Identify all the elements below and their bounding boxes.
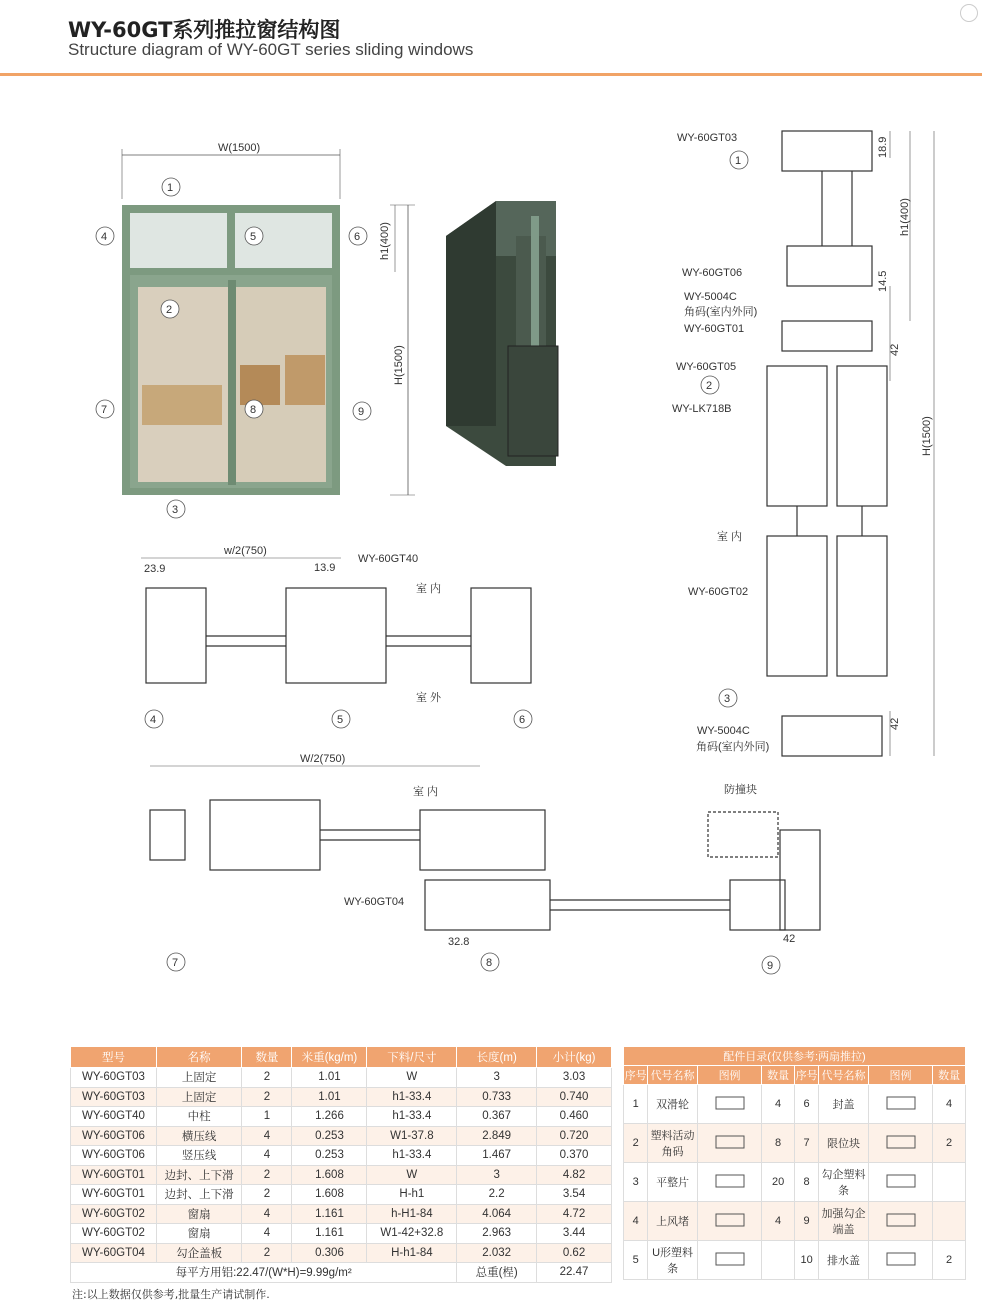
label-wy-lk718b: WY-LK718B xyxy=(672,403,732,415)
acc-qty-2 xyxy=(933,1202,966,1241)
materials-cell: 0.253 xyxy=(292,1146,367,1166)
col-name: 名称 xyxy=(156,1047,241,1068)
materials-cell: 2.963 xyxy=(457,1224,537,1244)
materials-cell: 窗扇 xyxy=(156,1224,241,1244)
label-wy-60gt01: WY-60GT01 xyxy=(684,323,745,335)
col-subtotal: 小计(kg) xyxy=(537,1047,612,1068)
materials-cell: 2.849 xyxy=(457,1126,537,1146)
materials-cell: h1-33.4 xyxy=(367,1107,457,1127)
acc-name-2: 封盖 xyxy=(819,1085,869,1124)
col-weight: 米重(kg/m) xyxy=(292,1047,367,1068)
materials-cell: 2.2 xyxy=(457,1185,537,1205)
materials-cell: 3.44 xyxy=(537,1224,612,1244)
label-wy-60gt02: WY-60GT02 xyxy=(688,586,749,598)
interlock-cap-icon xyxy=(881,1208,921,1232)
total-weight-value: 22.47 xyxy=(537,1263,612,1283)
section-bottom xyxy=(140,750,840,980)
acc-col-qty-2: 数量 xyxy=(933,1066,966,1085)
width-label: W(1500) xyxy=(218,142,261,154)
materials-cell: 2 xyxy=(242,1165,292,1185)
materials-row xyxy=(71,1126,612,1146)
dim-32-8: 32.8 xyxy=(448,936,470,948)
acc-figure xyxy=(697,1124,761,1163)
acc-col-name-2: 代号名称 xyxy=(819,1066,869,1085)
label-anti-collision: 防撞块 xyxy=(724,784,757,796)
materials-row xyxy=(71,1107,612,1127)
header-rule xyxy=(0,73,982,76)
acc-no-2: 10 xyxy=(794,1241,818,1280)
acc-name: U形塑料条 xyxy=(648,1241,698,1280)
materials-cell: 边封、上下滑 xyxy=(156,1185,241,1205)
acc-col-no-2: 序号 xyxy=(794,1066,818,1085)
materials-cell: 4 xyxy=(242,1146,292,1166)
acc-no-2: 8 xyxy=(794,1163,818,1202)
callout-v-3: 3 xyxy=(724,693,731,705)
accessory-row xyxy=(624,1163,966,1202)
materials-cell: 0.460 xyxy=(537,1107,612,1127)
materials-cell: 0.62 xyxy=(537,1243,612,1263)
materials-cell: 1.161 xyxy=(292,1224,367,1244)
materials-cell: 1.161 xyxy=(292,1204,367,1224)
materials-cell: 2.032 xyxy=(457,1243,537,1263)
materials-cell: 0.253 xyxy=(292,1126,367,1146)
acc-qty: 4 xyxy=(762,1202,795,1241)
dim-23-9: 23.9 xyxy=(144,563,166,575)
label-wy-5004c-bottom: WY-5004C xyxy=(697,725,750,737)
materials-cell: W xyxy=(367,1165,457,1185)
materials-row xyxy=(71,1146,612,1166)
materials-cell: 窗扇 xyxy=(156,1204,241,1224)
acc-no-2: 7 xyxy=(794,1124,818,1163)
materials-cell: 2 xyxy=(242,1185,292,1205)
acc-no: 5 xyxy=(624,1241,648,1280)
dim-14-5: 14.5 xyxy=(877,270,889,292)
label-wy-60gt40: WY-60GT40 xyxy=(358,553,419,565)
col-length: 长度(m) xyxy=(457,1047,537,1068)
accessory-row xyxy=(624,1202,966,1241)
materials-cell: 3 xyxy=(457,1165,537,1185)
acc-name-2: 限位块 xyxy=(819,1124,869,1163)
acc-no: 2 xyxy=(624,1124,648,1163)
materials-cell: 2 xyxy=(242,1243,292,1263)
accessory-row xyxy=(624,1085,966,1124)
materials-row xyxy=(71,1185,612,1205)
acc-col-no: 序号 xyxy=(624,1066,648,1085)
materials-cell: 边封、上下滑 xyxy=(156,1165,241,1185)
materials-cell: 4.82 xyxy=(537,1165,612,1185)
materials-cell: 3.54 xyxy=(537,1185,612,1205)
materials-cell: W1-37.8 xyxy=(367,1126,457,1146)
materials-cell: 0.306 xyxy=(292,1243,367,1263)
acc-qty xyxy=(762,1241,795,1280)
materials-cell: WY-60GT06 xyxy=(71,1126,157,1146)
acc-figure xyxy=(868,1202,932,1241)
callout-3: 3 xyxy=(172,504,179,516)
callout-8: 8 xyxy=(250,404,257,416)
materials-cell: 3.03 xyxy=(537,1068,612,1088)
callout-b-7: 7 xyxy=(172,957,179,969)
acc-no: 1 xyxy=(624,1085,648,1124)
acc-qty: 20 xyxy=(762,1163,795,1202)
acc-col-fig: 图例 xyxy=(697,1066,761,1085)
materials-row xyxy=(71,1068,612,1088)
acc-figure xyxy=(697,1241,761,1280)
label-indoor-bottom: 室 内 xyxy=(413,786,439,798)
callout-t-6: 6 xyxy=(519,714,526,726)
window-elevation xyxy=(90,135,430,525)
callout-7: 7 xyxy=(101,404,108,416)
label-wy-5004c-top: WY-5004C xyxy=(684,291,737,303)
stopper-icon xyxy=(881,1130,921,1154)
acc-qty-2 xyxy=(933,1163,966,1202)
acc-figure xyxy=(697,1085,761,1124)
per-sqm-usage: 每平方用铝:22.47/(W*H)=9.99g/m² xyxy=(71,1263,457,1283)
label-corner-code-bottom: 角码(室内外同) xyxy=(696,741,770,753)
materials-cell: 1.608 xyxy=(292,1165,367,1185)
materials-cell: 4.72 xyxy=(537,1204,612,1224)
materials-cell: 2 xyxy=(242,1068,292,1088)
label-corner-code-top: 角码(室内外同) xyxy=(684,306,758,318)
acc-qty-2: 2 xyxy=(933,1241,966,1280)
materials-footer-row xyxy=(71,1263,612,1283)
materials-cell: 1.01 xyxy=(292,1087,367,1107)
label-wy-60gt06: WY-60GT06 xyxy=(682,267,743,279)
materials-cell: 中柱 xyxy=(156,1107,241,1127)
callout-6: 6 xyxy=(354,231,361,243)
materials-cell: 1.608 xyxy=(292,1185,367,1205)
callout-4: 4 xyxy=(101,231,108,243)
acc-qty: 4 xyxy=(762,1085,795,1124)
width-label-top: w/2(750) xyxy=(224,545,267,557)
acc-name: 上风堵 xyxy=(648,1202,698,1241)
total-weight-label: 总重(桯) xyxy=(457,1263,537,1283)
h1-label: h1(400) xyxy=(379,222,391,260)
vertical-section xyxy=(672,126,942,766)
col-model: 型号 xyxy=(71,1047,157,1068)
acc-no-2: 6 xyxy=(794,1085,818,1124)
acc-no: 3 xyxy=(624,1163,648,1202)
materials-row xyxy=(71,1087,612,1107)
materials-cell: 上固定 xyxy=(156,1068,241,1088)
callout-1: 1 xyxy=(167,182,174,194)
accessories-table xyxy=(623,1046,966,1280)
dim-h1: h1(400) xyxy=(899,198,911,236)
acc-title: 配件目录(仅供参考:两扇推拉) xyxy=(624,1047,966,1066)
callout-v-2: 2 xyxy=(706,380,713,392)
materials-cell: h1-33.4 xyxy=(367,1087,457,1107)
materials-cell: 2 xyxy=(242,1087,292,1107)
section-top xyxy=(136,544,546,734)
dim-13-9: 13.9 xyxy=(314,562,336,574)
dim-h: H(1500) xyxy=(921,416,933,456)
acc-col-fig-2: 图例 xyxy=(868,1066,932,1085)
materials-row xyxy=(71,1224,612,1244)
materials-cell: 3 xyxy=(457,1068,537,1088)
dim-42-top: 42 xyxy=(889,343,901,356)
materials-cell: 1.266 xyxy=(292,1107,367,1127)
acc-no: 4 xyxy=(624,1202,648,1241)
materials-cell: W1-42+32.8 xyxy=(367,1224,457,1244)
profile-3d-render xyxy=(436,196,586,476)
shim-icon xyxy=(710,1169,750,1193)
height-label: H(1500) xyxy=(393,345,405,385)
col-cut: 下料/尺寸 xyxy=(367,1047,457,1068)
materials-cell: 勾企盖板 xyxy=(156,1243,241,1263)
callout-9: 9 xyxy=(358,406,365,418)
acc-name: 双滑轮 xyxy=(648,1085,698,1124)
callout-b-8: 8 xyxy=(486,957,493,969)
materials-cell: 0.370 xyxy=(537,1146,612,1166)
materials-cell: WY-60GT03 xyxy=(71,1068,157,1088)
acc-qty: 8 xyxy=(762,1124,795,1163)
acc-figure xyxy=(697,1163,761,1202)
materials-cell: 0.733 xyxy=(457,1087,537,1107)
wind-plug-icon xyxy=(710,1208,750,1232)
materials-cell: 上固定 xyxy=(156,1087,241,1107)
materials-cell: 4.064 xyxy=(457,1204,537,1224)
accessory-row xyxy=(624,1241,966,1280)
acc-qty-2: 4 xyxy=(933,1085,966,1124)
corner-mark-icon xyxy=(960,4,978,22)
materials-header-row xyxy=(71,1047,612,1068)
col-qty: 数量 xyxy=(242,1047,292,1068)
materials-cell: WY-60GT40 xyxy=(71,1107,157,1127)
callout-b-9: 9 xyxy=(767,960,774,972)
materials-cell: 横压线 xyxy=(156,1126,241,1146)
accessory-row xyxy=(624,1124,966,1163)
materials-cell: WY-60GT01 xyxy=(71,1185,157,1205)
callout-t-5: 5 xyxy=(337,714,344,726)
acc-name-2: 排水盖 xyxy=(819,1241,869,1280)
materials-cell: H-h1 xyxy=(367,1185,457,1205)
acc-qty-2: 2 xyxy=(933,1124,966,1163)
label-wy-60gt05: WY-60GT05 xyxy=(676,361,737,373)
materials-cell: 竖压线 xyxy=(156,1146,241,1166)
label-indoor-top: 室 内 xyxy=(416,583,442,595)
materials-cell: W xyxy=(367,1068,457,1088)
materials-cell: WY-60GT04 xyxy=(71,1243,157,1263)
materials-cell: 1.01 xyxy=(292,1068,367,1088)
materials-row xyxy=(71,1204,612,1224)
dim-42-b: 42 xyxy=(783,933,796,945)
label-indoor: 室 内 xyxy=(717,531,743,543)
drain-cap-icon xyxy=(881,1247,921,1271)
materials-cell: H-h1-84 xyxy=(367,1243,457,1263)
acc-name: 平整片 xyxy=(648,1163,698,1202)
materials-cell: WY-60GT02 xyxy=(71,1224,157,1244)
acc-figure xyxy=(868,1241,932,1280)
interlock-strip-icon xyxy=(881,1169,921,1193)
callout-2: 2 xyxy=(166,304,173,316)
materials-cell: h-H1-84 xyxy=(367,1204,457,1224)
acc-name-2: 加强勾企端盖 xyxy=(819,1202,869,1241)
acc-name-2: 勾企塑料条 xyxy=(819,1163,869,1202)
roller-icon xyxy=(710,1091,750,1115)
materials-cell: 4 xyxy=(242,1224,292,1244)
corner-key-icon xyxy=(710,1130,750,1154)
materials-cell: 4 xyxy=(242,1126,292,1146)
acc-col-qty: 数量 xyxy=(762,1066,795,1085)
materials-cell: h1-33.4 xyxy=(367,1146,457,1166)
materials-cell: WY-60GT06 xyxy=(71,1146,157,1166)
label-outdoor-top: 室 外 xyxy=(416,692,442,704)
acc-figure xyxy=(697,1202,761,1241)
materials-cell: WY-60GT02 xyxy=(71,1204,157,1224)
label-wy-60gt04: WY-60GT04 xyxy=(344,896,405,908)
footnote: 注:以上数据仅供参考,批量生产请试制作. xyxy=(72,1288,270,1301)
materials-cell: 0.740 xyxy=(537,1087,612,1107)
materials-cell: 0.367 xyxy=(457,1107,537,1127)
width-label-bottom: W/2(750) xyxy=(300,753,346,765)
acc-col-name: 代号名称 xyxy=(648,1066,698,1085)
materials-cell: WY-60GT01 xyxy=(71,1165,157,1185)
materials-cell: 0.720 xyxy=(537,1126,612,1146)
callout-v-1: 1 xyxy=(735,155,742,167)
acc-no-2: 9 xyxy=(794,1202,818,1241)
materials-row xyxy=(71,1165,612,1185)
materials-cell: WY-60GT03 xyxy=(71,1087,157,1107)
callout-t-4: 4 xyxy=(150,714,157,726)
label-wy-60gt03: WY-60GT03 xyxy=(677,132,738,144)
dim-18-9: 18.9 xyxy=(877,136,889,158)
callout-5: 5 xyxy=(250,231,257,243)
dim-42-bottom: 42 xyxy=(889,717,901,730)
acc-figure xyxy=(868,1124,932,1163)
acc-name: 塑料活动角码 xyxy=(648,1124,698,1163)
materials-row xyxy=(71,1243,612,1263)
materials-cell: 4 xyxy=(242,1204,292,1224)
page-subtitle: Structure diagram of WY-60GT series sliding windows xyxy=(68,40,474,59)
page-title: WY-60GT系列推拉窗结构图 xyxy=(68,18,341,42)
cap-icon xyxy=(881,1091,921,1115)
acc-header-row xyxy=(624,1066,966,1085)
u-strip-icon xyxy=(710,1247,750,1271)
materials-table xyxy=(70,1046,612,1283)
acc-figure xyxy=(868,1085,932,1124)
materials-cell: 1.467 xyxy=(457,1146,537,1166)
acc-figure xyxy=(868,1163,932,1202)
materials-cell: 1 xyxy=(242,1107,292,1127)
